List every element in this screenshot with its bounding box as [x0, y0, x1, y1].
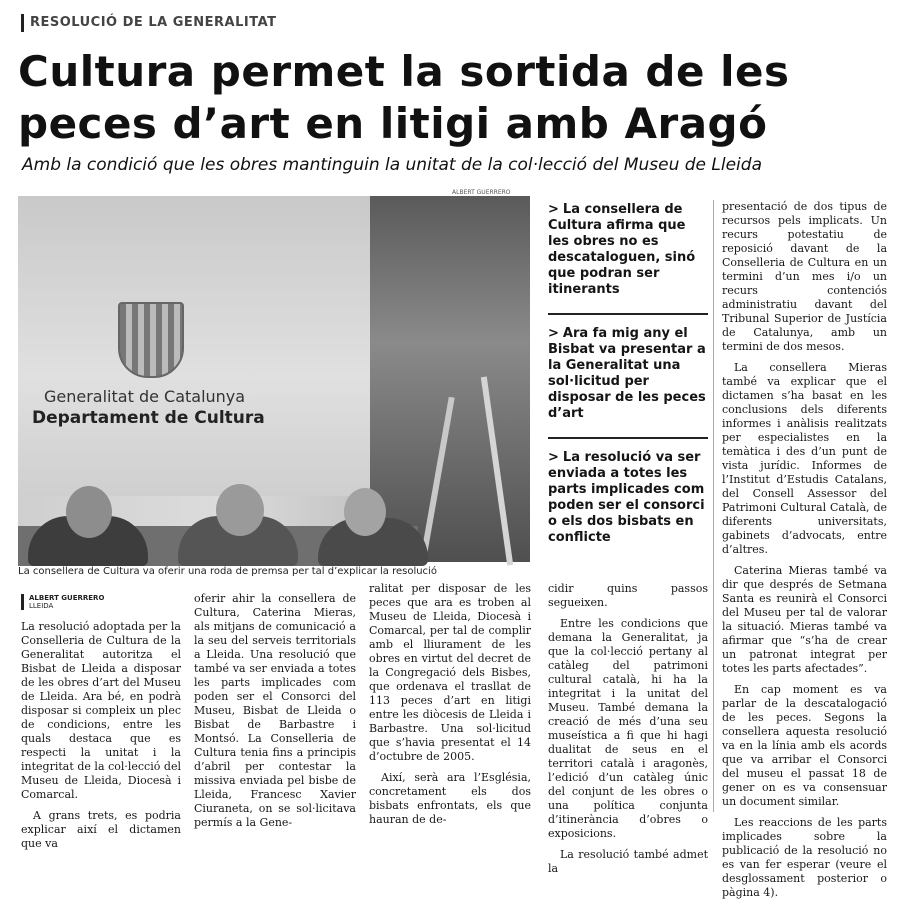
photo-credit: ALBERT GUERRERO: [452, 189, 511, 196]
column-divider: [713, 200, 714, 812]
highlights-box: [548, 202, 708, 546]
highlight-item: [548, 326, 708, 422]
paragraph: Les reaccions de les parts implicades sobre la publicació de la resolució no es van fer esperar (veure el desglossament posterior o pàgina 4).: [722, 816, 887, 899]
tv-camera: [370, 196, 530, 562]
paragraph: Entre les condicions que demana la Generalitat, ja que la col·lecció pertany al catàleg del patrimoni cultural català, hi ha la integritat i la unitat del Museu. També demana la creació de més d’una seu museística a fi que hi hagi dualitat de seus en el territori català i aragonès, l’edició d’un catàleg únic del conjunt de les obres o una política conjunta d’itinerància d’obres o exposicions.: [548, 617, 708, 840]
author-name: ALBERT GUERRERO: [29, 594, 105, 602]
backdrop-sign-departament: Departament de Cultura: [32, 408, 265, 428]
paragraph: La resolució adoptada per la Conselleria de Cultura de la Generalitat autoritza el Bisbat de Lleida a disposar de les obres d’art del Museu de Lleida. Ara bé, en podrà disposar si compleix un plec de condicions, entre les quals destaca que es respecti la unitat i la integritat de la col·lecció del Museu de Lleida, Diocesà i Comarcal.: [21, 620, 181, 801]
byline: [21, 594, 179, 610]
highlight-text: La consellera de Cultura afirma que les obres no es descataloguen, sinó que podran ser itinerants: [548, 202, 696, 297]
paragraph: A grans trets, es podria explicar així el dictamen que va: [21, 809, 181, 850]
highlight-text: Ara fa mig any el Bisbat va presentar a la Generalitat una sol·licitud per disposar de les peces d’art: [548, 326, 706, 421]
paragraph: ralitat per disposar de les peces que ara es troben al Museu de Lleida, Diocesà i Comarcal, per tal de complir amb el lliurament de les obres en virtut del decret de la Congregació dels Bisbes, que ordenava el trasllat de 113 peces d’art en litigi entre les diòcesis de Lleida i Barbastre. Una sol·licitud que s’havia presentat el 14 d’octubre de 2005.: [369, 582, 531, 763]
highlight-item: [548, 202, 708, 298]
article-column-2: [194, 592, 356, 829]
person-left-head: [66, 486, 112, 538]
paragraph: La consellera Mieras també va explicar que el dictamen s’ha basat en les conclusions dels diferents informes i anàlisis realitzats per especialistes en la temàtica i des d’un punt de vista jurídic. Informes de l’Institut d’Estudis Catalans, del Consell Assessor del Patrimoni Cultural Català, de diferents universitats, gabinets d’advocats, entre d’altres.: [722, 361, 887, 556]
article-column-4: [548, 582, 708, 875]
article-column-5: [722, 200, 887, 899]
paragraph: Caterina Mieras també va dir que després de Setmana Santa es reunirà el Consorci del Museu per tal de valorar la situació. Mieras també va afirmar que “s’ha de crear un patronat integrat per totes les parts afectades”.: [722, 564, 887, 675]
paragraph: oferir ahir la consellera de Cultura, Caterina Mieras, als mitjans de comunicació a la seu del serveis territorials a Lleida. Una resolució que també va ser enviada a totes les parts implicades com poden ser el Consorci del Museu, Bisbat de Lleida o Bisbat de Barbastre i Montsó. La Conselleria de Cultura tenia fins a principis d’abril per contestar la missiva enviada pel bisbe de Lleida, Francesc Xavier Ciuraneta, on se sol·licitava permís a la Gene-: [194, 592, 356, 829]
paragraph: Així, serà ara l’Església, concretament els dos bisbats enfrontats, els que hauran de de-: [369, 771, 531, 826]
mirrored-sign-reflection: [78, 226, 358, 266]
catalan-shield-logo: [118, 302, 184, 378]
paragraph: presentació de dos tipus de recursos pels implicats. Un recurs potestatiu de reposició davant de la Conselleria de Cultura en un termini d’un mes i/o un recurs contenciós administratiu davant del Tribunal Superior de Justícia de Catalunya, amb un termini de dos mesos.: [722, 200, 887, 353]
paragraph: cidir quins passos segueixen.: [548, 582, 708, 609]
press-conference-photo: [18, 196, 530, 562]
highlight-divider: [548, 437, 708, 439]
article-column-1: [21, 620, 181, 850]
section-tag: RESOLUCIÓ DE LA GENERALITAT: [21, 14, 276, 32]
article-column-3: [369, 582, 531, 826]
highlight-divider: [548, 313, 708, 315]
headline: Cultura permet la sortida de les peces d’art en litigi amb Aragó: [18, 47, 790, 148]
backdrop-sign-generalitat: Generalitat de Catalunya: [44, 387, 246, 406]
person-center-head: [216, 484, 264, 536]
chevron-right-icon: >: [548, 202, 559, 217]
paragraph: En cap moment es va parlar de la descatalogació de les peces. Segons la consellera aquesta resolució va en la línia amb els acords que va arribar el Consorci del museu el passat 18 de gener on es va consensuar un document similar.: [722, 683, 887, 808]
person-right-head: [344, 488, 386, 536]
subheadline: Amb la condició que les obres mantinguin la unitat de la col·lecció del Museu de Lleida: [22, 155, 762, 175]
highlight-item: [548, 450, 708, 546]
dateline: LLEIDA: [29, 602, 54, 610]
chevron-right-icon: >: [548, 450, 559, 465]
chevron-right-icon: >: [548, 326, 559, 341]
photo-caption: La consellera de Cultura va oferir una roda de premsa per tal d’explicar la resolució: [18, 566, 437, 577]
highlight-text: La resolució va ser enviada a totes les parts implicades com poden ser el consorci o els dos bisbats en conflicte: [548, 450, 705, 545]
paragraph: La resolució també admet la: [548, 848, 708, 875]
